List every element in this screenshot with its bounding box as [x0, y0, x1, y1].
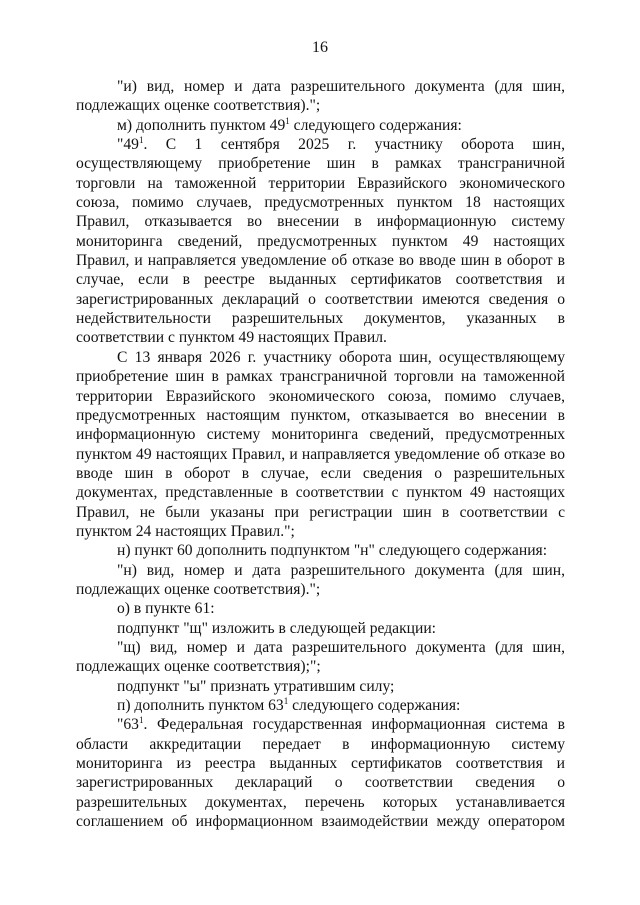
paragraph-item-p: п) дополнить пунктом $63^1$ следующего содержания: [117, 696, 461, 714]
paragraph-from-2026: С 13 января 2026 г. участнику оборота шин, осуществляющему приобретение шин в рамках трансграничной торговли на таможенной территории Евразийского экономического союза, помимо случаев, предусмотренных настоящим пунктом, отказывается во внесении в информационную систему мониторинга сведений, предусмотренных пунктом 49 настоящих Правил, и направляется уведомление об отказе во вводе шин в оборот в случае, если сведения о разрешительных документах, представленные в соответствии с пунктом 49 настоящих Правил, не были указаны при регистрации шин в соответствии с пунктом 24 настоящих Правил."; [76, 348, 565, 540]
document-body [76, 77, 565, 831]
paragraph-point-63-1: "$63^1$. Федеральная государственная информационная система в области аккредитации передает в информационную систему мониторинга из реестра выданных сертификатов соответствия и зарегистрированных деклараций о соответствии сведения о разрешительных документах, перечень которых устанавливается соглашением об информационном взаимодействии между оператором [76, 715, 565, 831]
paragraph-item-n: н) пункт 60 дополнить подпунктом "н" следующего содержания: [117, 542, 548, 560]
paragraph-subitem-y: подпункт "ы" признать утратившим силу; [117, 677, 395, 695]
page-number: 16 [312, 39, 328, 56]
paragraph-item-o: о) в пункте 61: [117, 600, 215, 618]
paragraph-item-i: "и) вид, номер и дата разрешительного документа (для шин, подлежащих оценке соответствия)."; [76, 78, 565, 115]
paragraph-point-49-1: "$49^1$. С 1 сентября 2025 г. участнику оборота шин, осуществляющему приобретение шин в рамках трансграничной торговли на таможенной территории Евразийского экономического союза, помимо случаев, предусмотренных пунктом 18 настоящих Правил, отказывается во внесении в информационную систему мониторинга сведений, предусмотренных пунктом 49 настоящих Правил, и направляется уведомление об отказе во вводе шин в оборот в случае, если в реестре выданных сертификатов соответствия и зарегистрированных деклараций о соответствии имеются сведения о недействительности разрешительных документов, указанных в соответствии с пунктом 49 настоящих Правил. [76, 135, 565, 347]
paragraph-item-m: м) дополнить пунктом $49^1$ следующего содержания: [117, 115, 462, 134]
paragraph-subitem-shch: "щ) вид, номер и дата разрешительного документа (для шин, подлежащих оценке соответствия);"; [76, 638, 565, 676]
paragraph-subitem-shch-intro: подпункт "щ" изложить в следующей редакции: [117, 619, 437, 637]
paragraph-subitem-n: "н) вид, номер и дата разрешительного документа (для шин, подлежащих оценке соответствия)."; [76, 561, 565, 598]
